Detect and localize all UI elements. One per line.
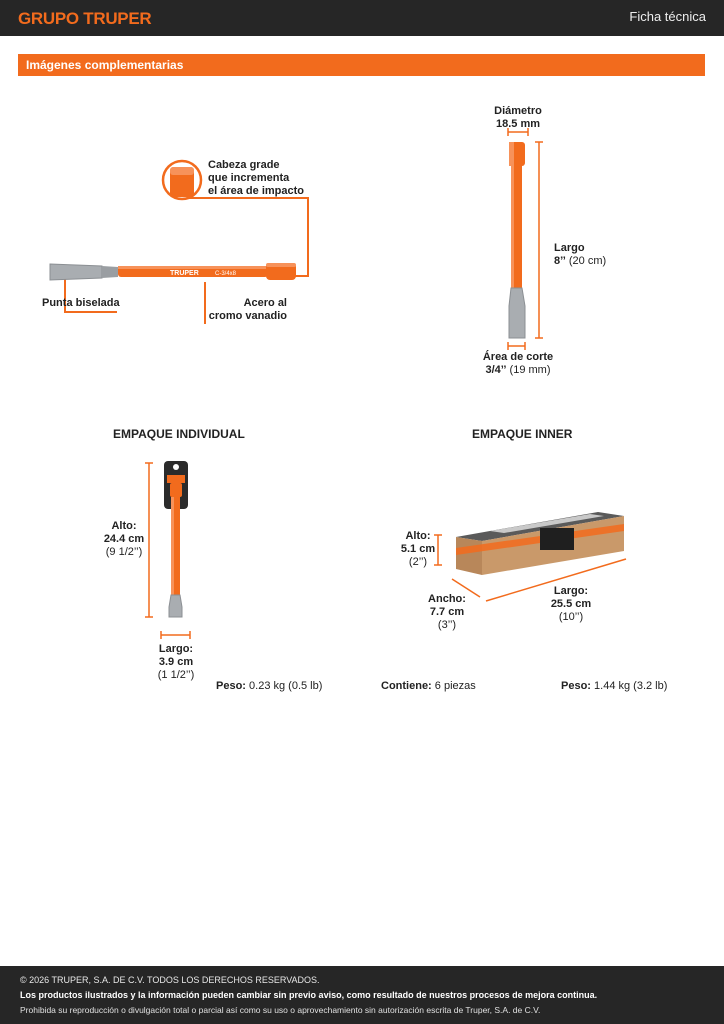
inner-contents: Contiene: 6 piezas	[381, 680, 476, 692]
diameter-label: Diámetro 18.5 mm	[494, 105, 542, 130]
length-dimension-label: Largo 8’’ (20 cm)	[554, 242, 607, 267]
individual-weight: Peso: 0.23 kg (0.5 lb)	[216, 680, 323, 692]
chisel-blade	[50, 264, 102, 280]
inner-width-label: Ancho: 7.7 cm (3’’)	[428, 593, 466, 631]
box-front	[456, 537, 482, 575]
section-header	[18, 54, 705, 76]
footer-copyright: © 2026 TRUPER, S.A. DE C.V. TODOS LOS DERECHOS RESERVADOS.	[20, 975, 320, 985]
head-callout: Cabeza grade que incrementa el área de impacto	[208, 159, 304, 197]
inner-length-label: Largo: 25.5 cm (10’’)	[550, 585, 592, 623]
material-callout: Acero al cromo vanadio	[208, 297, 287, 322]
cut-area-label: Área de corte 3/4’’ (19 mm)	[482, 351, 554, 376]
footer-prohibition: Prohibida su reproducción o divulgación total o parcial así como su uso o aprovechamiento sin autorización escrita de Truper, S.A. de C.V.	[20, 1005, 541, 1015]
inner-height-label: Alto: 5.1 cm (2’’)	[400, 530, 436, 568]
tool-code-engraving: C-3/4x8	[215, 271, 237, 277]
tip-callout: Punta biselada	[42, 297, 120, 309]
top-bar	[0, 0, 724, 36]
individual-height-label: Alto: 24.4 cm (9 1/2’’)	[103, 520, 145, 558]
tool-brand-engraving: TRUPER	[170, 270, 199, 277]
inner-weight: Peso: 1.44 kg (3.2 lb)	[561, 680, 668, 692]
document-type: Ficha técnica	[629, 9, 706, 24]
chisel-vertical-illustration	[495, 128, 555, 353]
inner-package-title: EMPAQUE INNER	[472, 427, 573, 441]
footer	[0, 966, 724, 1024]
section-title: Imágenes complementarias	[26, 58, 184, 72]
brand-logo: GRUPO TRUPER	[18, 9, 152, 28]
individual-length-label: Largo: 3.9 cm (1 1/2’’)	[157, 643, 195, 681]
individual-package-title: EMPAQUE INDIVIDUAL	[113, 427, 245, 441]
footer-notice: Los productos ilustrados y la información pueden cambiar sin previo aviso, como resultado de nuestros procesos de mejora continua.	[20, 990, 598, 1000]
